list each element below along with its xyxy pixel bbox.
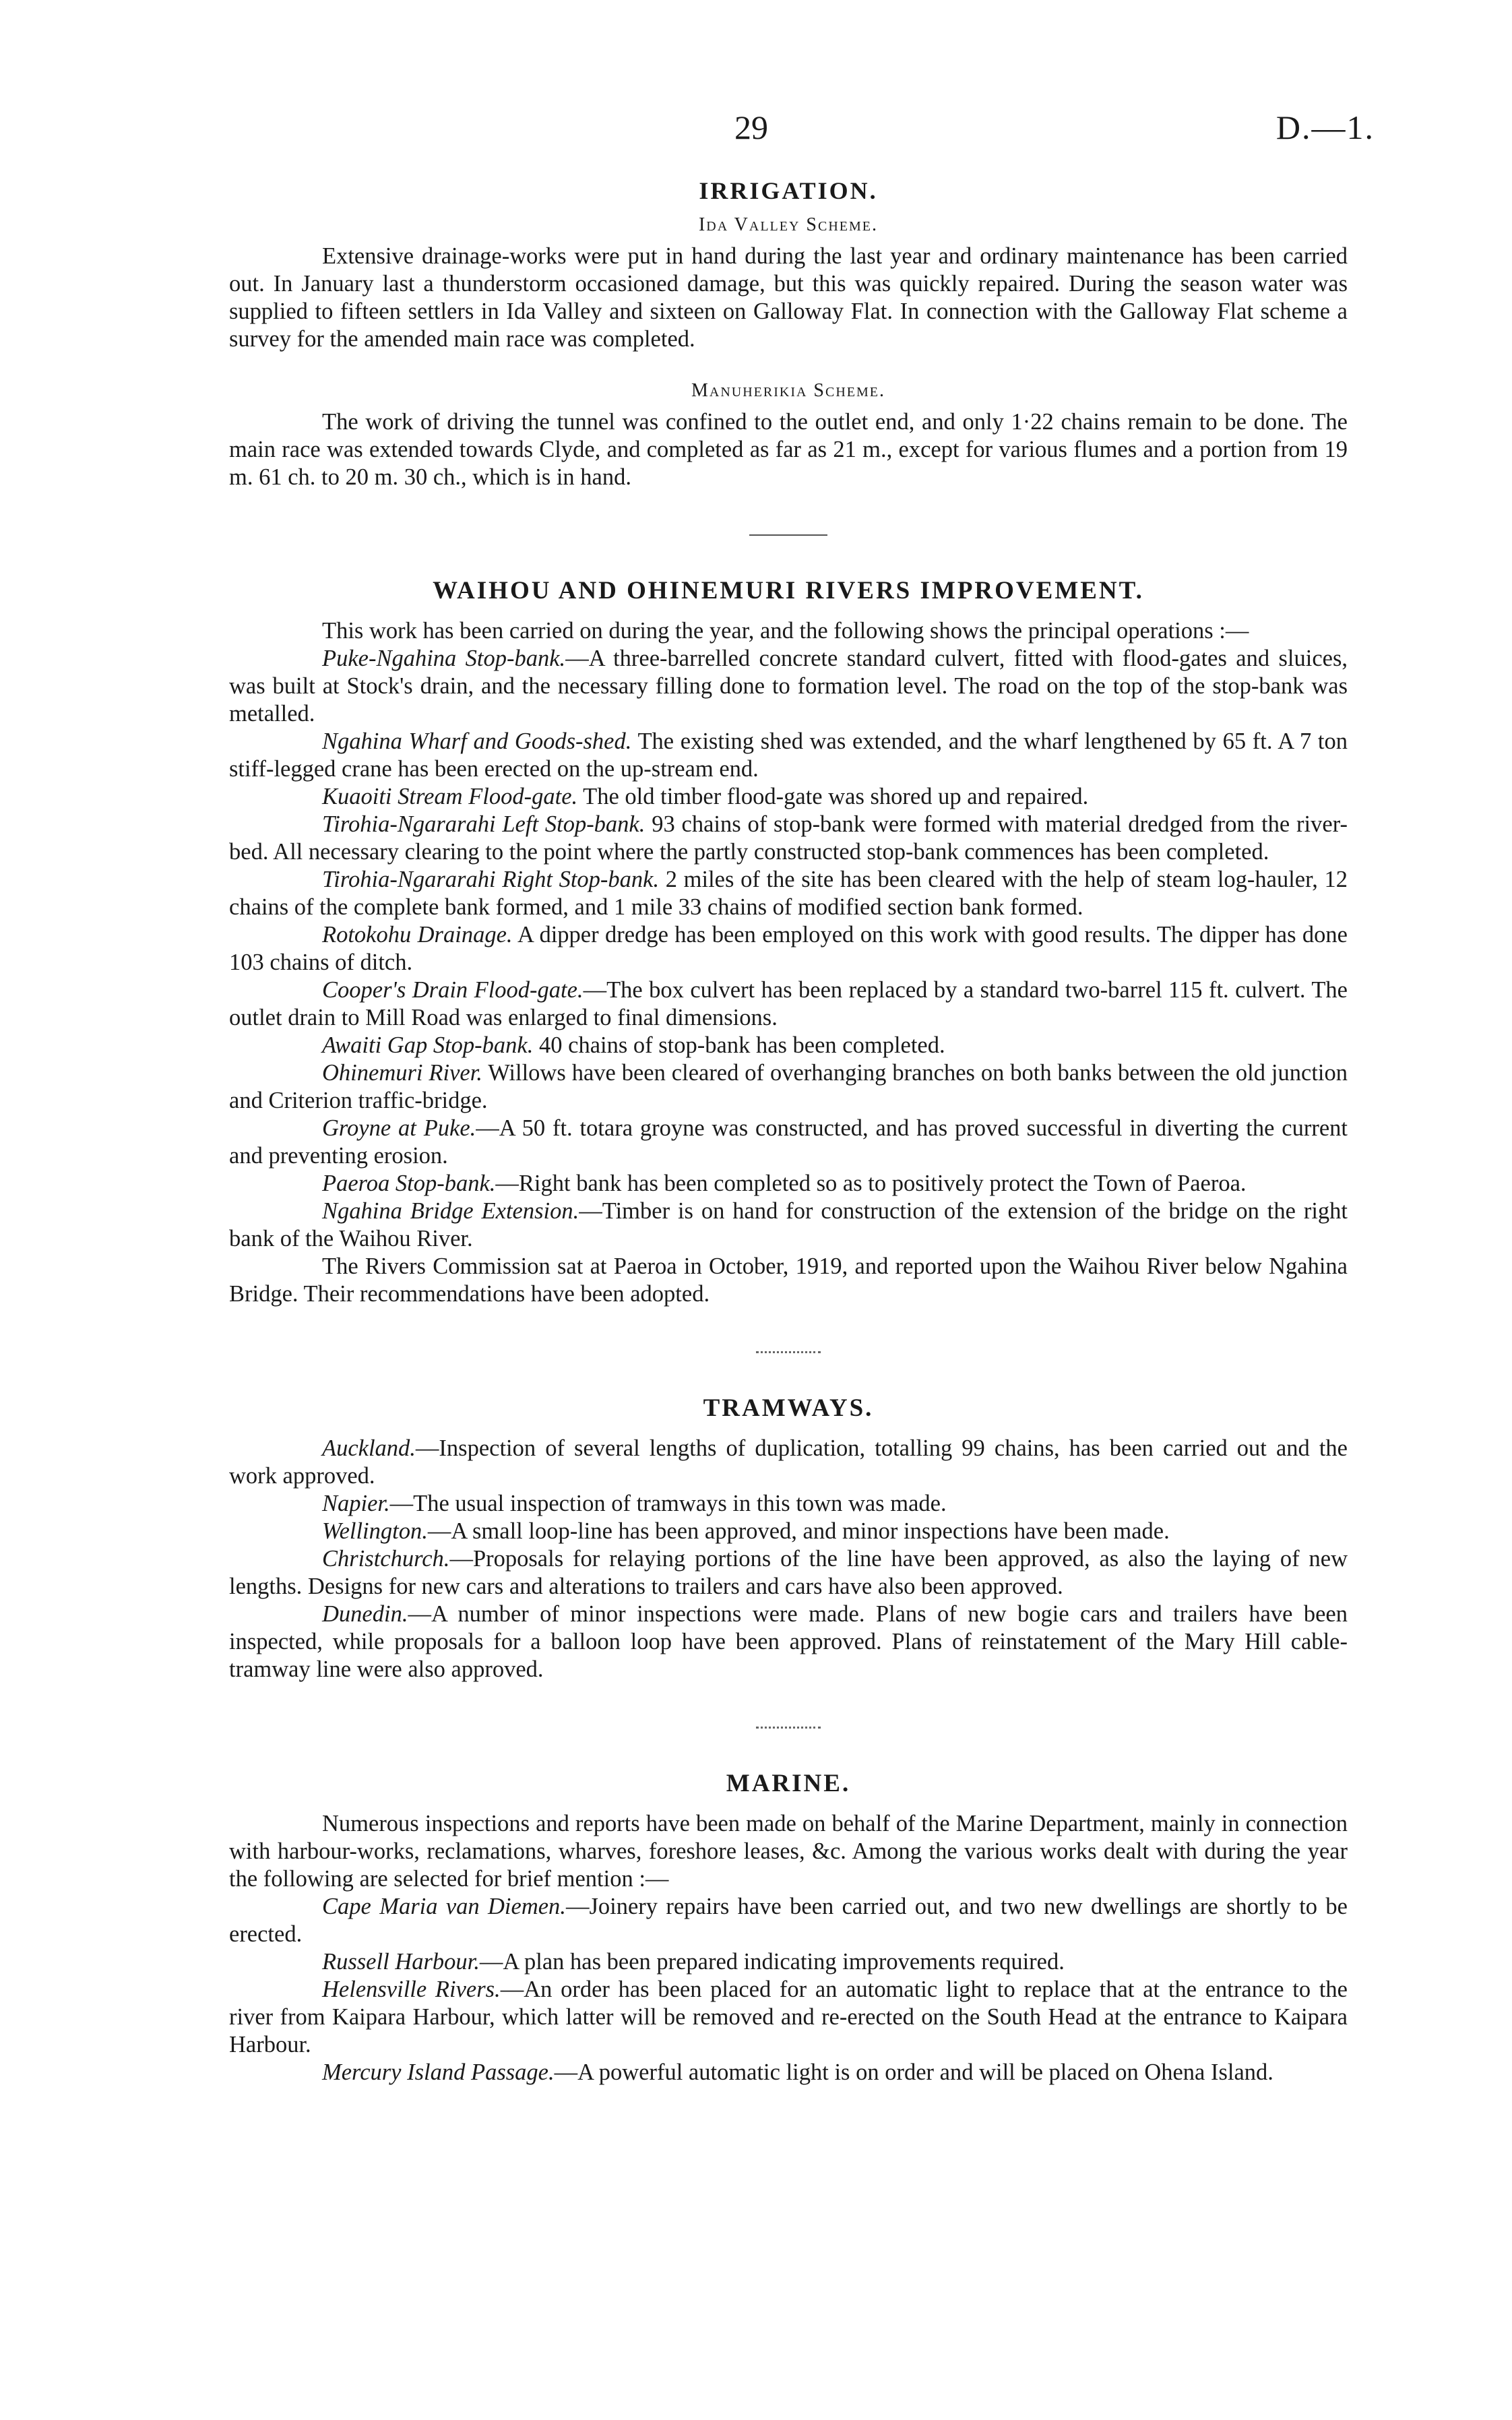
- item-paragraph: [229, 1059, 1348, 1115]
- item-text: —Proposals for relaying portions of the line have been approved, as also the laying of new lengths. Designs for new cars and alterations to trailers and cars have also been approved.: [229, 1546, 1348, 1599]
- item-paragraph: [229, 1976, 1348, 2059]
- item-text: Willows have been cleared of overhanging branches on both banks between the old junction and Criterion traffic-bridge.: [229, 1060, 1348, 1113]
- marine-title: MARINE.: [726, 1770, 851, 1797]
- item-heading: Mercury Island Passage.: [322, 2059, 555, 2085]
- item-heading: Cooper's Drain Flood-gate.: [322, 977, 584, 1003]
- item-heading: Groyne at Puke.: [322, 1115, 476, 1141]
- tramways-title: TRAMWAYS.: [703, 1394, 874, 1422]
- item-text: —A three-barrelled concrete standard culvert, fitted with flood-gates and sluices, was built at Stock's drain, and the necessary filling done to formation level. The road on the top of the stop-bank was metalled.: [229, 646, 1348, 726]
- item-paragraph: [229, 728, 1348, 783]
- item-paragraph: [229, 783, 1348, 811]
- document-reference: D.—1.: [1275, 108, 1375, 146]
- waihou-section: [229, 576, 1348, 1308]
- item-heading: Auckland.: [322, 1435, 416, 1461]
- item-paragraph: [229, 1893, 1348, 1948]
- marine-section: [229, 1769, 1348, 2086]
- item-heading: Napier.: [322, 1491, 390, 1516]
- item-text: 2 miles of the site has been cleared with the help of steam log-hauler, 12 chains of the complete bank formed, and 1 mile 33 chains of modified section bank formed.: [229, 867, 1348, 920]
- item-text: —The box culvert has been replaced by a standard two-barrel 115 ft. culvert. The outlet drain to Mill Road was enlarged to final dimensions.: [229, 977, 1348, 1030]
- waihou-title: WAIHOU AND OHINEMURI RIVERS IMPROVEMENT.: [433, 577, 1144, 604]
- item-paragraph: [229, 1198, 1348, 1253]
- item-text: —Inspection of several lengths of duplication, totalling 99 chains, has been carried out and the work approved.: [229, 1435, 1348, 1489]
- page-header: [0, 101, 1512, 155]
- item-text: —A plan has been prepared indicating improvements required.: [479, 1949, 1065, 1975]
- item-heading: Wellington.: [322, 1518, 428, 1544]
- item-paragraph: [229, 1435, 1348, 1490]
- page-body: [229, 177, 1348, 2086]
- item-text: —Right bank has been completed so as to positively protect the Town of Paeroa.: [495, 1171, 1247, 1196]
- irrigation-section: [229, 177, 1348, 491]
- section-divider: [756, 1351, 821, 1353]
- marine-items: [229, 1893, 1348, 2086]
- tramways-items: [229, 1435, 1348, 1683]
- item-text: —Timber is on hand for construction of the extension of the bridge on the right bank of the Waihou River.: [229, 1198, 1348, 1251]
- item-paragraph: [229, 1948, 1348, 1976]
- item-paragraph: [229, 645, 1348, 728]
- section-divider: [749, 534, 827, 536]
- item-heading: Ngahina Wharf and Goods-shed.: [322, 728, 632, 754]
- item-text: —A small loop-line has been approved, and minor inspections have been made.: [427, 1518, 1170, 1544]
- item-heading: Tirohia-Ngararahi Left Stop-bank.: [322, 811, 645, 837]
- item-heading: Puke-Ngahina Stop-bank.: [322, 646, 566, 671]
- item-text: The existing shed was extended, and the wharf lengthened by 65 ft. A 7 ton stiff-legged crane has been erected on the up-stream end.: [229, 728, 1348, 782]
- item-paragraph: [229, 1518, 1348, 1545]
- item-heading: Rotokohu Drainage.: [322, 922, 513, 948]
- item-text: —A 50 ft. totara groyne was constructed, and has proved successful in diverting the current and preventing erosion.: [229, 1115, 1348, 1169]
- item-heading: Ohinemuri River.: [322, 1060, 482, 1086]
- manuherikia-subtitle: Manuherikia Scheme.: [691, 380, 885, 401]
- item-paragraph: [229, 811, 1348, 866]
- item-heading: Kuaoiti Stream Flood-gate.: [322, 784, 578, 809]
- item-text: A dipper dredge has been employed on this work with good results. The dipper has done 103 chains of ditch.: [229, 922, 1348, 975]
- item-heading: Helensville Rivers.: [322, 1977, 501, 2002]
- item-text: —The usual inspection of tramways in this town was made.: [389, 1491, 947, 1516]
- item-paragraph: [229, 866, 1348, 921]
- waihou-items: [229, 645, 1348, 1253]
- item-paragraph: [229, 2059, 1348, 2086]
- ida-valley-paragraph: Extensive drainage-works were put in hand during the last year and ordinary maintenance has been carried out. In January last a thunderstorm occasioned damage, but this was quickly repaired. During the season water was supplied to fifteen settlers in Ida Valley and sixteen on Galloway Flat. In connection with the Galloway Flat scheme a survey for the amended main race was completed.: [229, 243, 1348, 352]
- marine-intro: Numerous inspections and reports have been made on behalf of the Marine Department, mainly in connection with harbour-works, reclamations, wharves, foreshore leases, &c. Among the various works dealt with during the year the following are selected for brief mention :—: [229, 1811, 1348, 1892]
- item-heading: Awaiti Gap Stop-bank.: [322, 1032, 534, 1058]
- item-text: 40 chains of stop-bank has been completed.: [533, 1032, 945, 1058]
- waihou-closing: The Rivers Commission sat at Paeroa in October, 1919, and reported upon the Waihou River below Ngahina Bridge. Their recommendations have been adopted.: [229, 1253, 1348, 1307]
- item-text: —Joinery repairs have been carried out, and two new dwellings are shortly to be erected.: [229, 1894, 1348, 1947]
- item-text: —An order has been placed for an automatic light to replace that at the entrance to the river from Kaipara Harbour, which latter will be removed and re-erected on the South Head at the entrance to Kaipara Harbour.: [229, 1977, 1348, 2057]
- waihou-intro: This work has been carried on during the year, and the following shows the principal operations :—: [322, 618, 1249, 644]
- item-heading: Christchurch.: [322, 1546, 450, 1572]
- ida-valley-subtitle: Ida Valley Scheme.: [698, 214, 879, 235]
- item-paragraph: [229, 1601, 1348, 1683]
- item-heading: Dunedin.: [322, 1601, 408, 1627]
- item-paragraph: [229, 1170, 1348, 1198]
- irrigation-title: IRRIGATION.: [699, 177, 878, 204]
- page-number: 29: [734, 108, 768, 146]
- manuherikia-paragraph: The work of driving the tunnel was confined to the outlet end, and only 1·22 chains remain to be done. The main race was extended towards Clyde, and completed as far as 21 m., except for various flumes and a portion from 19 m. 61 ch. to 20 m. 30 ch., which is in hand.: [229, 409, 1348, 490]
- item-paragraph: [229, 1115, 1348, 1170]
- item-heading: Ngahina Bridge Extension.: [322, 1198, 579, 1224]
- item-text: The old timber flood-gate was shored up and repaired.: [577, 784, 1089, 809]
- item-paragraph: [229, 921, 1348, 976]
- item-heading: Cape Maria van Diemen.: [322, 1894, 566, 1919]
- item-heading: Tirohia-Ngararahi Right Stop-bank.: [322, 867, 660, 892]
- item-text: 93 chains of stop-bank were formed with material dredged from the river-bed. All necessary clearing to the point where the partly constructed stop-bank commences has been completed.: [229, 811, 1348, 865]
- section-divider: [756, 1727, 821, 1729]
- item-text: —A powerful automatic light is on order and will be placed on Ohena Island.: [554, 2059, 1273, 2085]
- item-paragraph: [229, 1545, 1348, 1601]
- item-heading: Russell Harbour.: [322, 1949, 480, 1975]
- tramways-section: [229, 1394, 1348, 1683]
- item-paragraph: [229, 976, 1348, 1032]
- item-paragraph: [229, 1490, 1348, 1518]
- item-text: —A number of minor inspections were made. Plans of new bogie cars and trailers have been inspected, while proposals for a balloon loop have been approved. Plans of reinstatement of the Mary Hill cable-tramway line were also approved.: [229, 1601, 1348, 1682]
- item-paragraph: [229, 1032, 1348, 1059]
- item-heading: Paeroa Stop-bank.: [322, 1171, 496, 1196]
